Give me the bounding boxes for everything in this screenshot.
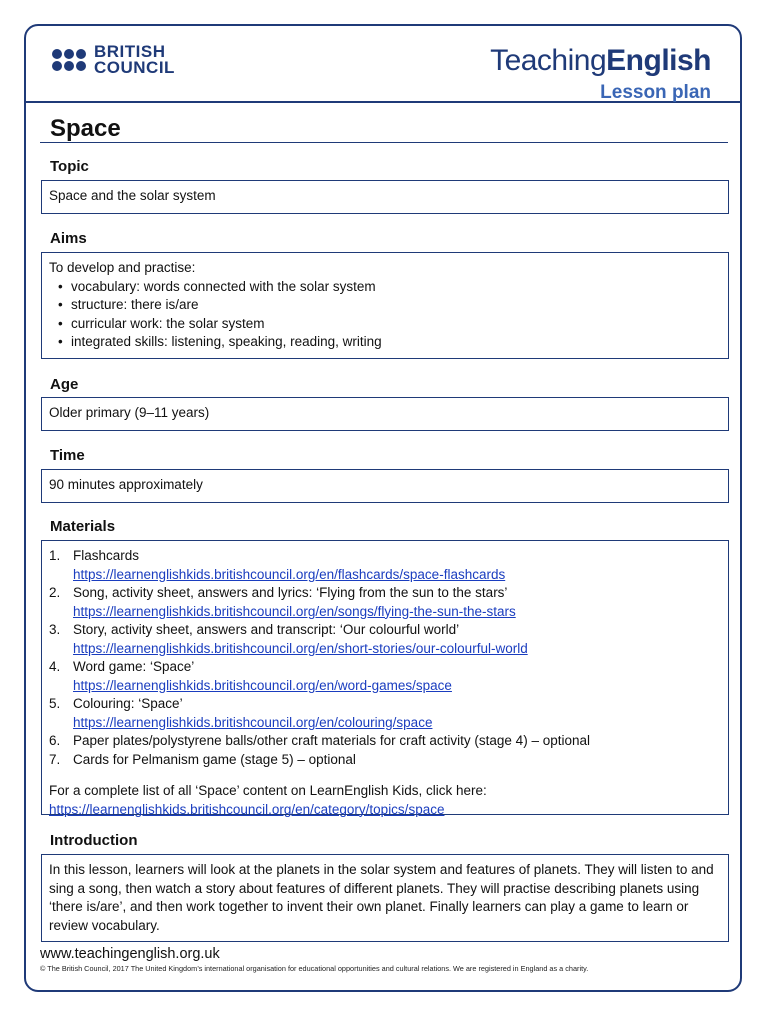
item-text: Cards for Pelmanism game (stage 5) – optional	[73, 751, 356, 767]
logo-dots-icon	[52, 49, 86, 71]
footer-copyright: © The British Council, 2017 The United Kingdom’s international organisation for educational opportunities and cultural relations. We are registered in England as a charity.	[40, 964, 589, 973]
song-link[interactable]: https://learnenglishkids.britishcouncil.org/en/songs/flying-the-sun-the-stars	[73, 603, 516, 619]
age-box	[41, 397, 729, 431]
list-item: • integrated skills: listening, speaking, reading, writing	[71, 333, 721, 352]
page-title: Space	[50, 115, 121, 142]
list-item: • curricular work: the solar system	[71, 315, 721, 334]
item-text: Paper plates/polystyrene balls/other craft materials for craft activity (stage 4) – optional	[73, 733, 590, 748]
list-item	[49, 658, 721, 695]
item-number: 1.	[49, 548, 61, 563]
introduction-text: In this lesson, learners will look at the planets in the solar system and features of planets. They will listen to and sing a song, then watch a story about features of different planets. They will practise describing planets using ‘there is/are’, and then work together to invent their own planet. Finally learners can play a game to learn or review vocabulary.	[49, 862, 714, 933]
item-number: 6.	[49, 733, 61, 748]
materials-list	[49, 547, 721, 769]
topic-heading: Topic	[50, 158, 89, 175]
aims-box	[41, 252, 729, 359]
list-item: • structure: there is/are	[71, 296, 721, 315]
logo-line1: BRITISH	[94, 42, 166, 61]
introduction-heading: Introduction	[50, 832, 138, 849]
list-item	[49, 751, 721, 770]
materials-footer-text: For a complete list of all ‘Space’ content on LearnEnglish Kids, click here:	[49, 783, 487, 798]
footer-url[interactable]: www.teachingenglish.org.uk	[40, 946, 220, 962]
aims-heading: Aims	[50, 230, 87, 247]
age-text: Older primary (9–11 years)	[49, 405, 210, 420]
item-text: Colouring: ‘Space’	[73, 696, 183, 711]
logo-text	[94, 44, 175, 76]
aims-intro: To develop and practise:	[49, 260, 196, 275]
materials-box	[41, 540, 729, 815]
brand-title	[490, 44, 711, 78]
materials-heading: Materials	[50, 518, 116, 535]
time-heading: Time	[50, 447, 85, 464]
item-number: 2.	[49, 585, 61, 600]
flashcards-link[interactable]: https://learnenglishkids.britishcouncil.org/en/flashcards/space-flashcards	[73, 566, 506, 582]
colouring-link[interactable]: https://learnenglishkids.britishcouncil.org/en/colouring/space	[73, 714, 433, 730]
topic-box	[41, 180, 729, 214]
title-divider	[40, 142, 728, 143]
list-item	[49, 695, 721, 732]
item-number: 4.	[49, 659, 61, 674]
space-category-link[interactable]: https://learnenglishkids.britishcouncil.org/en/category/topics/space	[49, 801, 445, 817]
time-text: 90 minutes approximately	[49, 477, 203, 492]
aims-list	[49, 278, 721, 352]
item-number: 7.	[49, 751, 61, 767]
topic-text: Space and the solar system	[49, 188, 216, 203]
word-game-link[interactable]: https://learnenglishkids.britishcouncil.org/en/word-games/space	[73, 677, 452, 693]
list-item	[49, 547, 721, 584]
item-text: Flashcards	[73, 548, 140, 563]
item-number: 5.	[49, 696, 61, 711]
item-number: 3.	[49, 622, 61, 637]
item-text: Word game: ‘Space’	[73, 659, 195, 674]
lesson-plan-label: Lesson plan	[600, 82, 711, 103]
time-box	[41, 469, 729, 503]
brand-light: Teaching	[490, 44, 607, 77]
logo-line2: COUNCIL	[94, 58, 175, 77]
list-item: • vocabulary: words connected with the solar system	[71, 278, 721, 297]
list-item	[49, 584, 721, 621]
introduction-box	[41, 854, 729, 942]
item-text: Story, activity sheet, answers and transcript: ‘Our colourful world’	[73, 622, 460, 637]
age-heading: Age	[50, 376, 79, 393]
item-text: Song, activity sheet, answers and lyrics: ‘Flying from the sun to the stars’	[73, 585, 508, 600]
teaching-english-brand	[490, 44, 711, 104]
brand-bold: English	[606, 44, 711, 77]
list-item	[49, 621, 721, 658]
british-council-logo	[52, 44, 175, 76]
list-item	[49, 732, 721, 751]
story-link[interactable]: https://learnenglishkids.britishcouncil.org/en/short-stories/our-colourful-world	[73, 640, 528, 656]
